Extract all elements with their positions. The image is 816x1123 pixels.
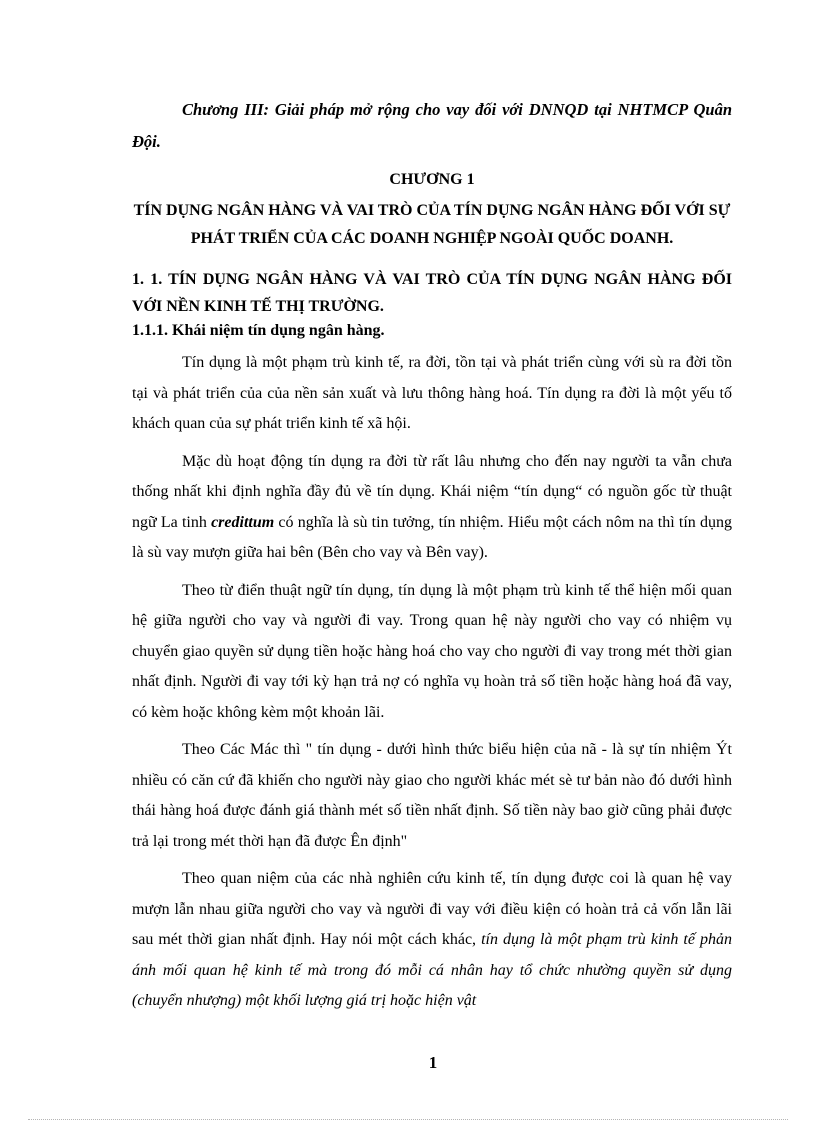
- latin-term: credittum: [211, 513, 275, 531]
- chapter-title: TÍN DỤNG NGÂN HÀNG VÀ VAI TRÒ CỦA TÍN DỤNG NGÂN HÀNG ĐỐI VỚI SỰ PHÁT TRIỂN CỦA CÁC DOANH NGHIỆP NGOÀI QUỐC DOANH.: [133, 202, 731, 247]
- paragraph-2-start: Mặc dù hoạt động tín dụng ra đời từ rất lâu nhưng cho đến nay người ta vẫn chưa thống nhất khi định nghĩa đầy đủ về tín dụng. Khái niệm “tín dụng“ có nguồn gốc từ thuật ngữ La tinh: [132, 452, 732, 531]
- paragraph-5-start: Theo quan niệm của các nhà nghiên cứu kinh tế, tín dụng được coi là quan hệ vay mượn lẫn nhau giữa người cho vay và người đi vay với điều kiện có hoàn trả cả vốn lẫn lãi sau mét thời gian nhất định. Hay nói một cách khác,: [132, 870, 732, 948]
- paragraph-5: [132, 864, 732, 1017]
- paragraph-2: [132, 447, 732, 569]
- section-heading: 1. 1. TÍN DỤNG NGÂN HÀNG VÀ VAI TRÒ CỦA TÍN DỤNG NGÂN HÀNG ĐỐI VỚI NỀN KINH TẾ THỊ TRƯỜNG.: [132, 271, 732, 315]
- chapter-intro: Chương III: Giải pháp mở rộng cho vay đối với DNNQD tại NHTMCP Quân Đội.: [132, 100, 732, 151]
- paragraph-4: Theo Các Mác thì " tín dụng - dưới hình thức biểu hiện của nã - là sự tín nhiệm Ýt nhiều có căn cứ đã khiến cho người này giao cho người khác mét sè tư bản nào đó dưới hình thái hàng hoá được đánh giá thành mét số tiền nhất định. Số tiền này bao giờ cũng phải được trả lại trong mét thời hạn đã được Ên định": [132, 741, 732, 850]
- paragraph-1: Tín dụng là một phạm trù kinh tế, ra đời, tồn tại và phát triển cùng với sù ra đời tồn tại và phát triển của của nền sản xuất và lưu thông hàng hoá. Tín dụng ra đời là một yếu tố khách quan của sự phát triển kinh tế xã hội.: [132, 354, 732, 432]
- page-number: 1: [428, 1053, 438, 1072]
- page-bottom-divider: [28, 1119, 788, 1120]
- paragraph-5-definition: tín dụng là một phạm trù kinh tế phản ánh mối quan hệ kinh tế mà trong đó mỗi cá nhân hay tổ chức nhường quyền sử dụng (chuyển nhượng) một khối lượng giá trị hoặc hiện vật: [132, 931, 732, 1009]
- paragraph-2-end: có nghĩa là sù tin tưởng, tín nhiệm. Hiểu một cách nôm na thì tín dụng là sù vay mượn giữa hai bên (Bên cho vay và Bên vay).: [132, 513, 732, 561]
- subsection-heading: 1.1.1. Khái niệm tín dụng ngân hàng.: [132, 322, 385, 339]
- chapter-number: CHƯƠNG 1: [389, 171, 475, 188]
- paragraph-3: Theo từ điển thuật ngữ tín dụng, tín dụng là một phạm trù kinh tế thể hiện mối quan hệ giữa người cho vay và người đi vay. Trong quan hệ này người cho vay có nhiệm vụ chuyển giao quyền sử dụng tiền hoặc hàng hoá cho vay cho người đi vay trong mét thời gian nhất định. Người đi vay tới kỳ hạn trả nợ có nghĩa vụ hoàn trả số tiền hoặc hàng hoá đã vay, có kèm hoặc không kèm một khoản lãi.: [132, 581, 732, 721]
- body-text: [132, 348, 732, 1024]
